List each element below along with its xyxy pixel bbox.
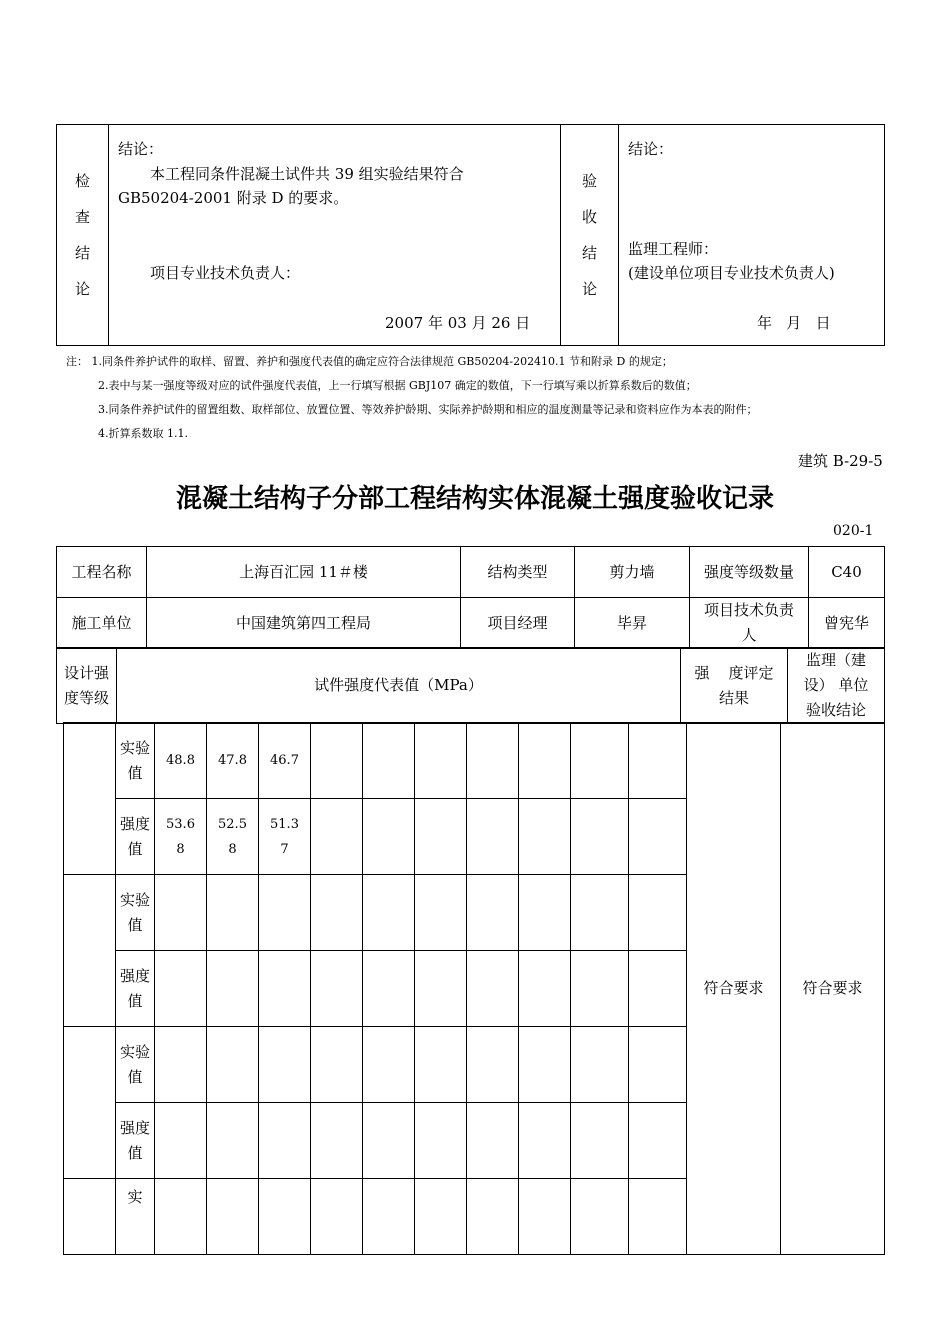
value-cell [467, 1027, 519, 1103]
check-conclusion-label [57, 125, 109, 346]
value-cell [155, 951, 207, 1027]
supervisor-engineer: 监理工程师： [628, 240, 719, 258]
value-cell [629, 951, 687, 1027]
note-item: 2.表中与某一强度等级对应的试件强度代表值，上一行填写根据 GBJ107 确定的数值，下一行填写乘以折算系数后的数值； [98, 379, 697, 392]
check-conclusion-body-2: GB50204-2001 附录 D 的要求。 [118, 189, 349, 207]
value-cell [311, 1103, 363, 1179]
value-cell [363, 1179, 415, 1255]
grade-cell [64, 1179, 116, 1255]
label-char: 验 [581, 172, 597, 190]
grade-cell [64, 723, 116, 875]
value-cell [259, 951, 311, 1027]
value-cell: 48.8 [155, 723, 207, 799]
eval-label: 强 度评定结果 [681, 648, 788, 724]
test-value-label: 实验值 [116, 1027, 155, 1103]
value-cell [629, 875, 687, 951]
test-value-label: 实验值 [116, 723, 155, 799]
value-cell [311, 1179, 363, 1255]
value-cell [415, 723, 467, 799]
value-cell [519, 723, 571, 799]
value-cell [363, 1027, 415, 1103]
note-item: 注： 1.同条件养护试件的取样、留置、养护和强度代表值的确定应符合法律规范 GB50204-202410.1 节和附录 D 的规定； [66, 355, 673, 368]
value-cell [467, 951, 519, 1027]
accept-label: 监理（建设） 单位验收结论 [788, 648, 885, 724]
value-cell [467, 1103, 519, 1179]
grade-cell [64, 1027, 116, 1179]
label-char: 查 [74, 208, 90, 226]
structure-type-label: 结构类型 [461, 547, 575, 598]
value-cell [311, 875, 363, 951]
value-cell [571, 799, 629, 875]
value-cell [311, 951, 363, 1027]
grade-qty-label: 强度等级数量 [690, 547, 809, 598]
value-cell [311, 1027, 363, 1103]
value-cell [571, 875, 629, 951]
value-cell [519, 951, 571, 1027]
value-cell: 51.37 [259, 799, 311, 875]
value-cell [571, 951, 629, 1027]
value-cell [259, 875, 311, 951]
check-date: 2007 年 03 月 26 日 [385, 314, 531, 332]
design-grade-label: 设计强度等级 [57, 648, 117, 724]
value-cell [363, 951, 415, 1027]
value-cell [467, 723, 519, 799]
value-cell [311, 723, 363, 799]
owner-tech-lead: (建设单位项目专业技术负责人) [628, 264, 835, 282]
value-cell [155, 1179, 207, 1255]
value-cell [519, 875, 571, 951]
value-cell [629, 723, 687, 799]
accept-conclusion-label [561, 125, 619, 346]
contractor: 中国建筑第四工程局 [147, 598, 461, 649]
project-tech-lead-signature: 项目专业技术负责人： [150, 264, 301, 282]
value-cell: 52.58 [207, 799, 259, 875]
value-cell [415, 1027, 467, 1103]
grade-cell [64, 875, 116, 1027]
data-table [63, 722, 885, 1255]
value-cell [259, 1027, 311, 1103]
info-table [56, 546, 885, 649]
eval-result: 符合要求 [687, 723, 781, 1255]
value-cell [467, 1179, 519, 1255]
value-cell [519, 1027, 571, 1103]
value-cell [571, 1103, 629, 1179]
document-number: 020-1 [833, 523, 874, 539]
value-cell: 53.68 [155, 799, 207, 875]
value-cell [207, 1179, 259, 1255]
value-cell [363, 1103, 415, 1179]
accept-result: 符合要求 [781, 723, 885, 1255]
strength-value-label: 强度值 [116, 799, 155, 875]
value-cell [519, 799, 571, 875]
value-cell [207, 1103, 259, 1179]
value-cell [155, 1027, 207, 1103]
accept-conclusion-cell [619, 125, 885, 346]
value-cell [467, 875, 519, 951]
accept-date: 年 月 日 [757, 314, 831, 332]
value-cell [363, 875, 415, 951]
value-cell [571, 723, 629, 799]
value-cell [467, 799, 519, 875]
tech-lead-label: 项目技术负责人 [690, 598, 809, 649]
value-cell [415, 875, 467, 951]
test-value-label-cut: 实 [116, 1179, 155, 1255]
value-cell [415, 1103, 467, 1179]
label-char: 结 [74, 244, 90, 262]
value-cell [571, 1179, 629, 1255]
value-cell [629, 1103, 687, 1179]
notes [66, 350, 758, 446]
page-title: 混凝土结构子分部工程结构实体混凝土强度验收记录 [175, 484, 774, 514]
grade-qty: C40 [809, 547, 885, 598]
value-cell [207, 951, 259, 1027]
value-cell [519, 1179, 571, 1255]
rep-value-label: 试件强度代表值（MPa） [117, 648, 681, 724]
value-cell [629, 799, 687, 875]
value-cell [155, 875, 207, 951]
tech-lead: 曾宪华 [809, 598, 885, 649]
pm-label: 项目经理 [461, 598, 575, 649]
label-char: 论 [581, 280, 597, 298]
check-conclusion-cell [109, 125, 561, 346]
value-cell: 46.7 [259, 723, 311, 799]
strength-value-label: 强度值 [116, 1103, 155, 1179]
check-conclusion-title: 结论： [118, 140, 164, 158]
note-item: 3.同条件养护试件的留置组数、取样部位、放置位置、等效养护龄期、实际养护龄期和相应的温度测量等记录和资料应作为本表的附件； [98, 403, 758, 416]
label-char: 论 [74, 280, 90, 298]
contractor-label: 施工单位 [57, 598, 147, 649]
test-value-label: 实验值 [116, 875, 155, 951]
value-cell [415, 799, 467, 875]
project-name-label: 工程名称 [57, 547, 147, 598]
value-cell [259, 1179, 311, 1255]
strength-value-label: 强度值 [116, 951, 155, 1027]
value-cell [207, 1027, 259, 1103]
value-cell [363, 723, 415, 799]
label-char: 检 [74, 172, 90, 190]
value-cell [571, 1027, 629, 1103]
value-cell [155, 1103, 207, 1179]
project-name: 上海百汇园 11＃楼 [147, 547, 461, 598]
data-header-table [56, 647, 885, 724]
value-cell [629, 1179, 687, 1255]
value-cell [415, 1179, 467, 1255]
value-cell [519, 1103, 571, 1179]
pm: 毕昇 [575, 598, 690, 649]
value-cell [207, 875, 259, 951]
label-char: 结 [581, 244, 597, 262]
accept-conclusion-title: 结论： [628, 140, 674, 158]
form-code: 建筑 B-29-5 [798, 452, 883, 470]
label-char: 收 [581, 208, 597, 226]
value-cell [629, 1027, 687, 1103]
structure-type: 剪力墙 [575, 547, 690, 598]
table-row [64, 723, 885, 799]
value-cell [259, 1103, 311, 1179]
check-conclusion-body-1: 本工程同条件混凝土试件共 39 组实验结果符合 [150, 165, 464, 183]
value-cell [311, 799, 363, 875]
value-cell [363, 799, 415, 875]
conclusion-table [56, 124, 885, 346]
value-cell: 47.8 [207, 723, 259, 799]
note-item: 4.折算系数取 1.1. [98, 427, 188, 440]
value-cell [415, 951, 467, 1027]
